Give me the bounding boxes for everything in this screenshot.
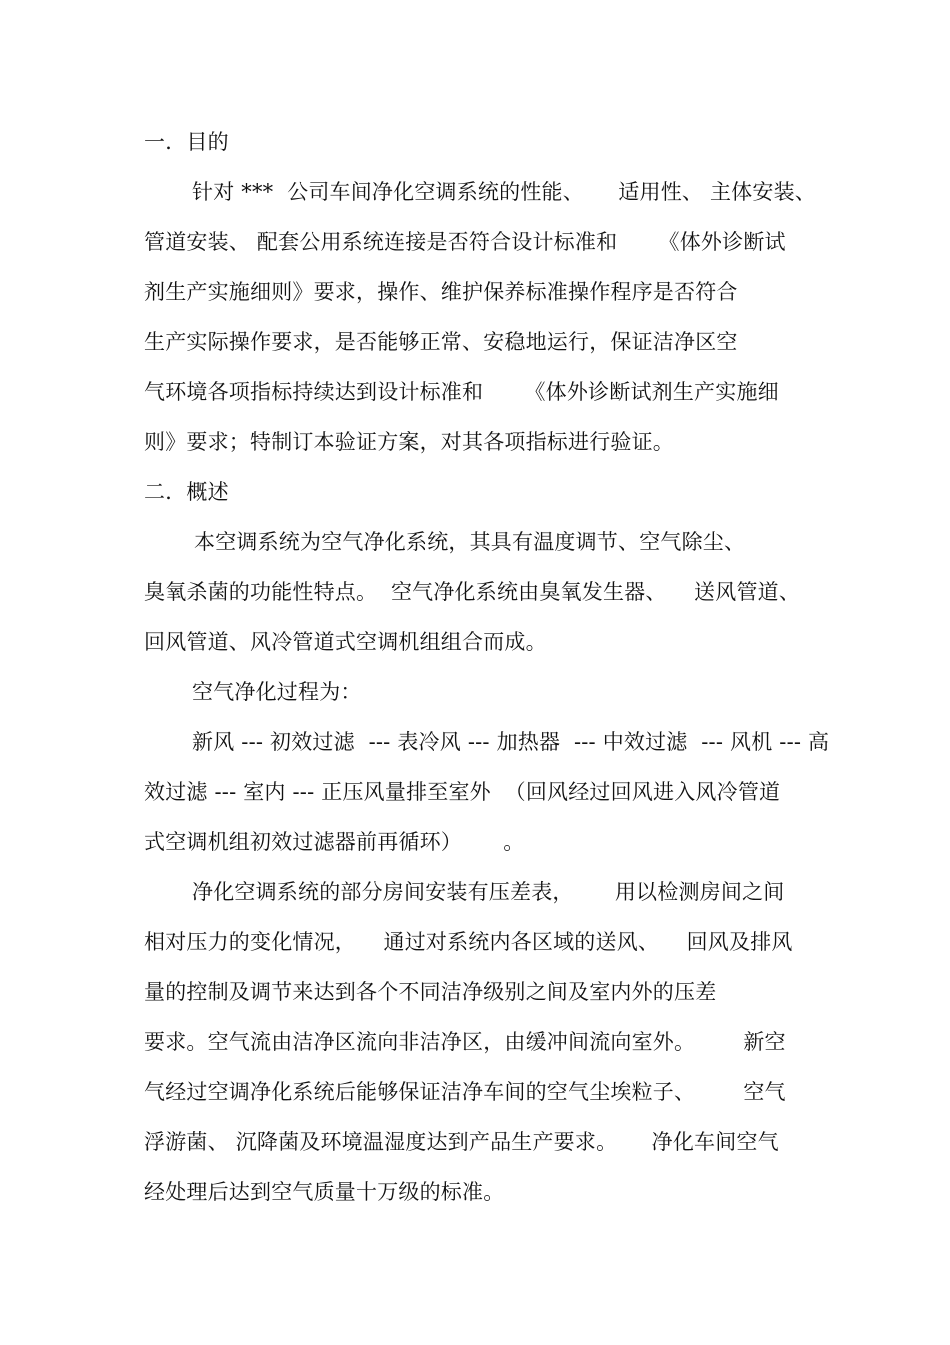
paragraph-line: 式空调机组初效过滤器前再循环） 。 (144, 830, 525, 854)
paragraph-line: 效过滤 --- 室内 --- 正压风量排至室外 （回风经过回风进入风冷管道 (144, 780, 781, 804)
paragraph-line: 气经过空调净化系统后能够保证洁净车间的空气尘埃粒子、 空气 (144, 1080, 786, 1104)
section-heading-overview: 二．概述 (144, 480, 229, 504)
paragraph-line: 新风 --- 初效过滤 --- 表冷风 --- 加热器 --- 中效过滤 --- 风机 --- 高 (192, 730, 830, 754)
paragraph-line: 相对压力的变化情况， 通过对系统内各区域的送风、 回风及排风 (144, 930, 793, 954)
paragraph-line: 净化空调系统的部分房间安装有压差表， 用以检测房间之间 (192, 880, 785, 904)
paragraph-line: 浮游菌、 沉降菌及环境温湿度达到产品生产要求。 净化车间空气 (144, 1130, 779, 1154)
paragraph-line: 则》要求；特制订本验证方案，对其各项指标进行验证。 (144, 430, 674, 454)
paragraph-line: 气环境各项指标持续达到设计标准和 《体外诊断试剂生产实施细 (144, 380, 779, 404)
paragraph-line: 回风管道、风冷管道式空调机组组合而成。 (144, 630, 547, 654)
paragraph-line: 要求。空气流由洁净区流向非洁净区，由缓冲间流向室外。 新空 (144, 1030, 786, 1054)
paragraph-line: 本空调系统为空气净化系统，其具有温度调节、空气除尘、 (194, 530, 746, 554)
paragraph-line: 剂生产实施细则》要求，操作、维护保养标准操作程序是否符合 (144, 280, 738, 304)
paragraph-line: 空气净化过程为： (192, 680, 362, 704)
paragraph-line: 生产实际操作要求，是否能够正常、安稳地运行，保证洁净区空 (144, 330, 738, 354)
section-heading-purpose: 一．目的 (144, 130, 229, 154)
paragraph-line: 经处理后达到空气质量十万级的标准。 (144, 1180, 505, 1204)
paragraph-line: 针对 *** 公司车间净化空调系统的性能、 适用性、 主体安装、 (192, 180, 816, 204)
paragraph-line: 管道安装、 配套公用系统连接是否符合设计标准和 《体外诊断试 (144, 230, 786, 254)
paragraph-line: 量的控制及调节来达到各个不同洁净级别之间及室内外的压差 (144, 980, 717, 1004)
paragraph-line: 臭氧杀菌的功能性特点。 空气净化系统由臭氧发生器、 送风管道、 (144, 580, 801, 604)
